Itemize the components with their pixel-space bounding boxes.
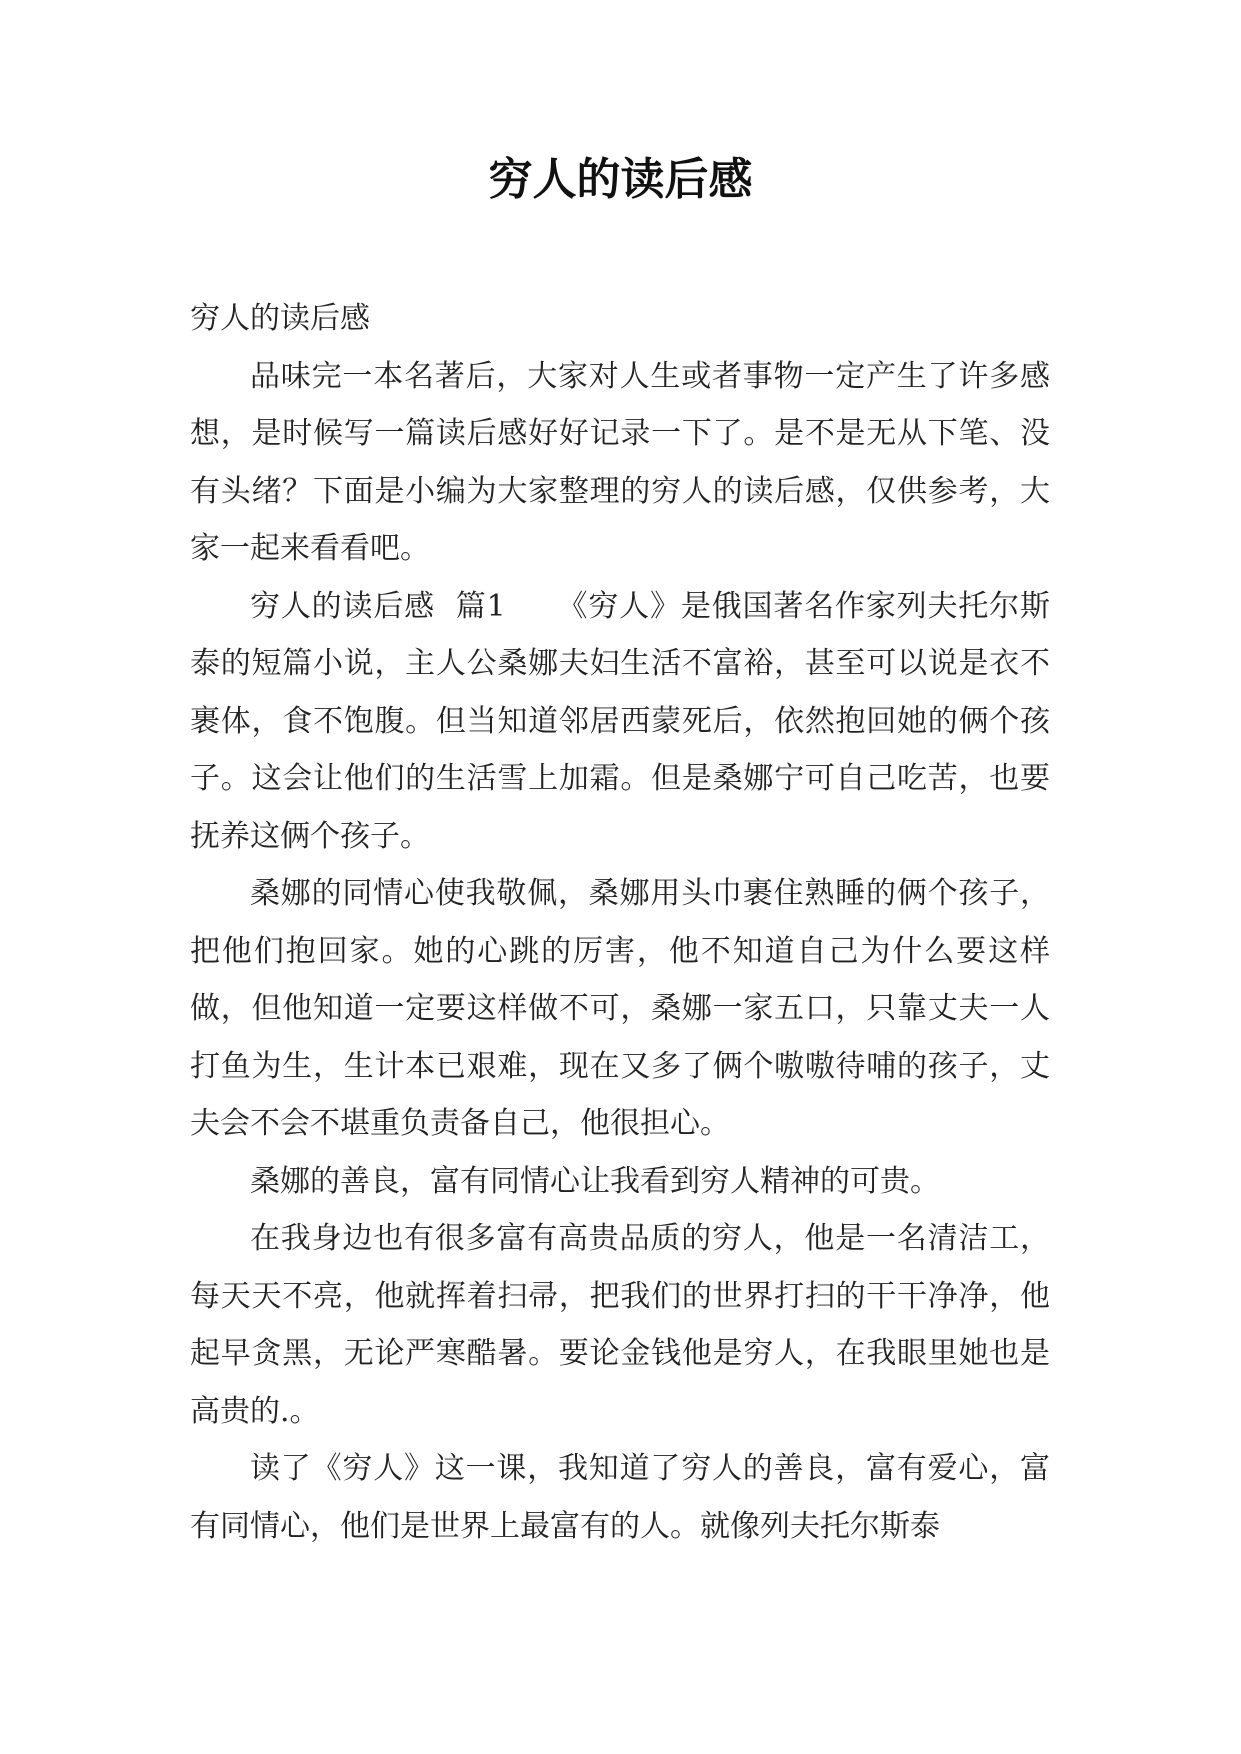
document-title: 穷人的读后感: [488, 154, 753, 205]
intro-paragraph: 品味完一本名著后，大家对人生或者事物一定产生了许多感想，是时候写一篇读后感好好记录一下了。是不是无从下笔、没有头绪？下面是小编为大家整理的穷人的读后感，仅供参考，大家一起来看看吧。: [190, 358, 1050, 566]
section-heading: 穷人的读后感: [190, 301, 370, 336]
body-paragraph: 桑娜的同情心使我敬佩，桑娜用头巾裹住熟睡的俩个孩子，把他们抱回家。她的心跳的厉害，他不知道自己为什么要这样做，但他知道一定要这样做不可，桑娜一家五口，只靠丈夫一人打鱼为生，生计本已艰难，现在又多了俩个嗷嗷待哺的孩子，丈夫会不会不堪重负责备自己，他很担心。: [190, 876, 1050, 1141]
body-paragraph: 读了《穷人》这一课，我知道了穷人的善良，富有爱心，富有同情心，他们是世界上最富有的人。就像列夫托尔斯泰: [190, 1451, 1050, 1544]
document-body: [190, 290, 1050, 1555]
body-paragraph: 桑娜的善良，富有同情心让我看到穷人精神的可贵。: [250, 1163, 940, 1199]
body-paragraph: 在我身边也有很多富有高贵品质的穷人，他是一名清洁工，每天天不亮，他就挥着扫帚，把我们的世界打扫的干干净净，他起早贪黑，无论严寒酷暑。要论金钱他是穷人，在我眼里她也是高贵的.。: [190, 1221, 1050, 1429]
body-paragraph: 穷人的读后感 篇1 《穷人》是俄国著名作家列夫托尔斯泰的短篇小说，主人公桑娜夫妇生活不富裕，甚至可以说是衣不裹体，食不饱腹。但当知道邻居西蒙死后，依然抱回她的俩个孩子。这会让他们的生活雪上加霜。但是桑娜宁可自己吃苦，也要抚养这俩个孩子。: [190, 588, 1050, 854]
